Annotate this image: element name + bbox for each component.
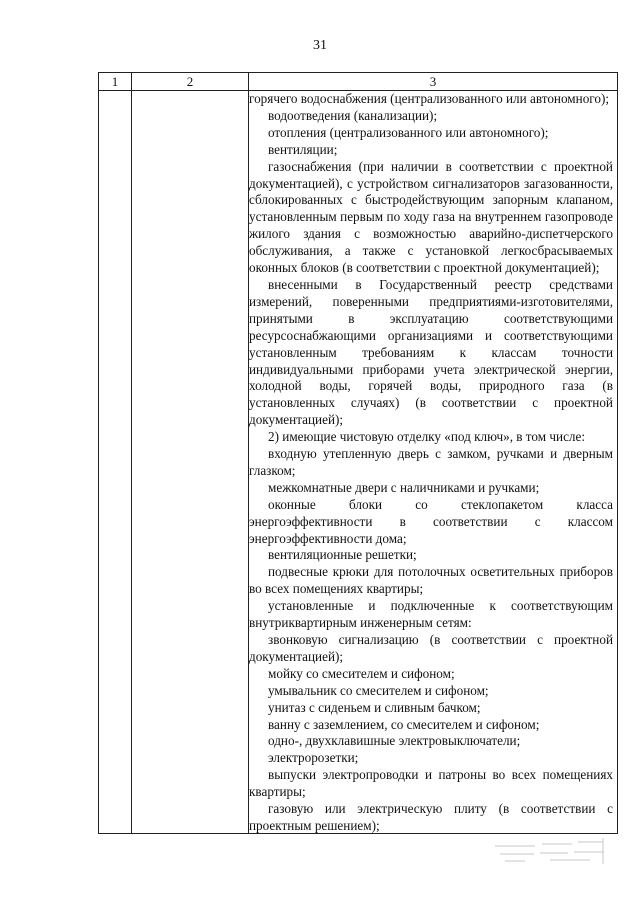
header-col-1: 1 <box>111 74 119 89</box>
paragraph: водоотведения (канализации); <box>268 107 438 123</box>
paragraph: установленные и подключенные к соответствующим внутриквартирным инженерным сетям: <box>249 598 613 631</box>
paragraph: мойку со смесителем и сифоном; <box>268 665 455 681</box>
paragraph: умывальник со смесителем и сифоном; <box>268 682 489 698</box>
paragraph: газовую или электрическую плиту (в соответствии с проектным решением); <box>249 801 613 833</box>
paragraph: выпуски электропроводки и патроны во всех помещениях квартиры; <box>249 767 613 800</box>
paragraph: горячего водоснабжения (централизованного или автономного); <box>249 91 610 106</box>
paragraph: звонковую сигнализацию (в соответствии с проектной документацией); <box>249 632 613 664</box>
paragraph: отопления (централизованного или автономного); <box>268 124 549 140</box>
header-col-2: 2 <box>186 74 194 89</box>
paragraph: электророзетки; <box>268 750 359 766</box>
paragraph: вентиляции; <box>268 141 338 157</box>
paragraph: внесенными в Государственный реестр средствами измерений, поверенными предприятиями-изготовителями, принятыми в эксплуатацию соответствующими ресурсоснабжающими организациями и соответствующими установленным требованиям к классам точности индивидуальными приборами учета электрической энергии, холодной воды, горячей воды, природного газа (в установленных случаях) (в соответствии с проектной документацией); <box>249 276 613 428</box>
registration-stamp-mark <box>490 832 610 868</box>
paragraph: ванну с заземлением, со смесителем и сифоном; <box>268 716 540 732</box>
page-number: 31 <box>313 38 327 53</box>
paragraph: входную утепленную дверь с замком, ручками и дверным глазком; <box>249 446 613 478</box>
column-3-content <box>249 91 613 835</box>
paragraph: одно-, двухклавишные электровыключатели; <box>268 733 521 749</box>
table-header-row <box>99 73 617 91</box>
paragraph: межкомнатные двери с наличниками и ручками; <box>268 479 540 495</box>
paragraph: оконные блоки со стеклопакетом класса энергоэффективности в соответствии с классом энергоэффективности дома; <box>249 496 613 546</box>
paragraph: подвесные крюки для потолочных осветительных приборов во всех помещениях квартиры; <box>249 564 613 597</box>
paragraph: газоснабжения (при наличии в соответствии с проектной документацией), с устройством сигнализаторов загазованности, сблокированных с быстродействующим запорным клапаном, установленным первым по ходу газа на внутреннем газопроводе жилого здания с возможностью аварийно-диспетчерского обслуживания, а также с установкой легкосбрасываемых оконных блоков (в соответствии с проектной документацией); <box>249 158 613 276</box>
paragraph: вентиляционные решетки; <box>268 547 417 563</box>
document-table <box>98 72 618 834</box>
column-divider <box>131 73 132 833</box>
paragraph: унитаз с сиденьем и сливным бачком; <box>268 699 481 715</box>
paragraph: 2) имеющие чистовую отделку «под ключ», в том числе: <box>268 429 586 445</box>
header-col-3: 3 <box>429 74 437 89</box>
